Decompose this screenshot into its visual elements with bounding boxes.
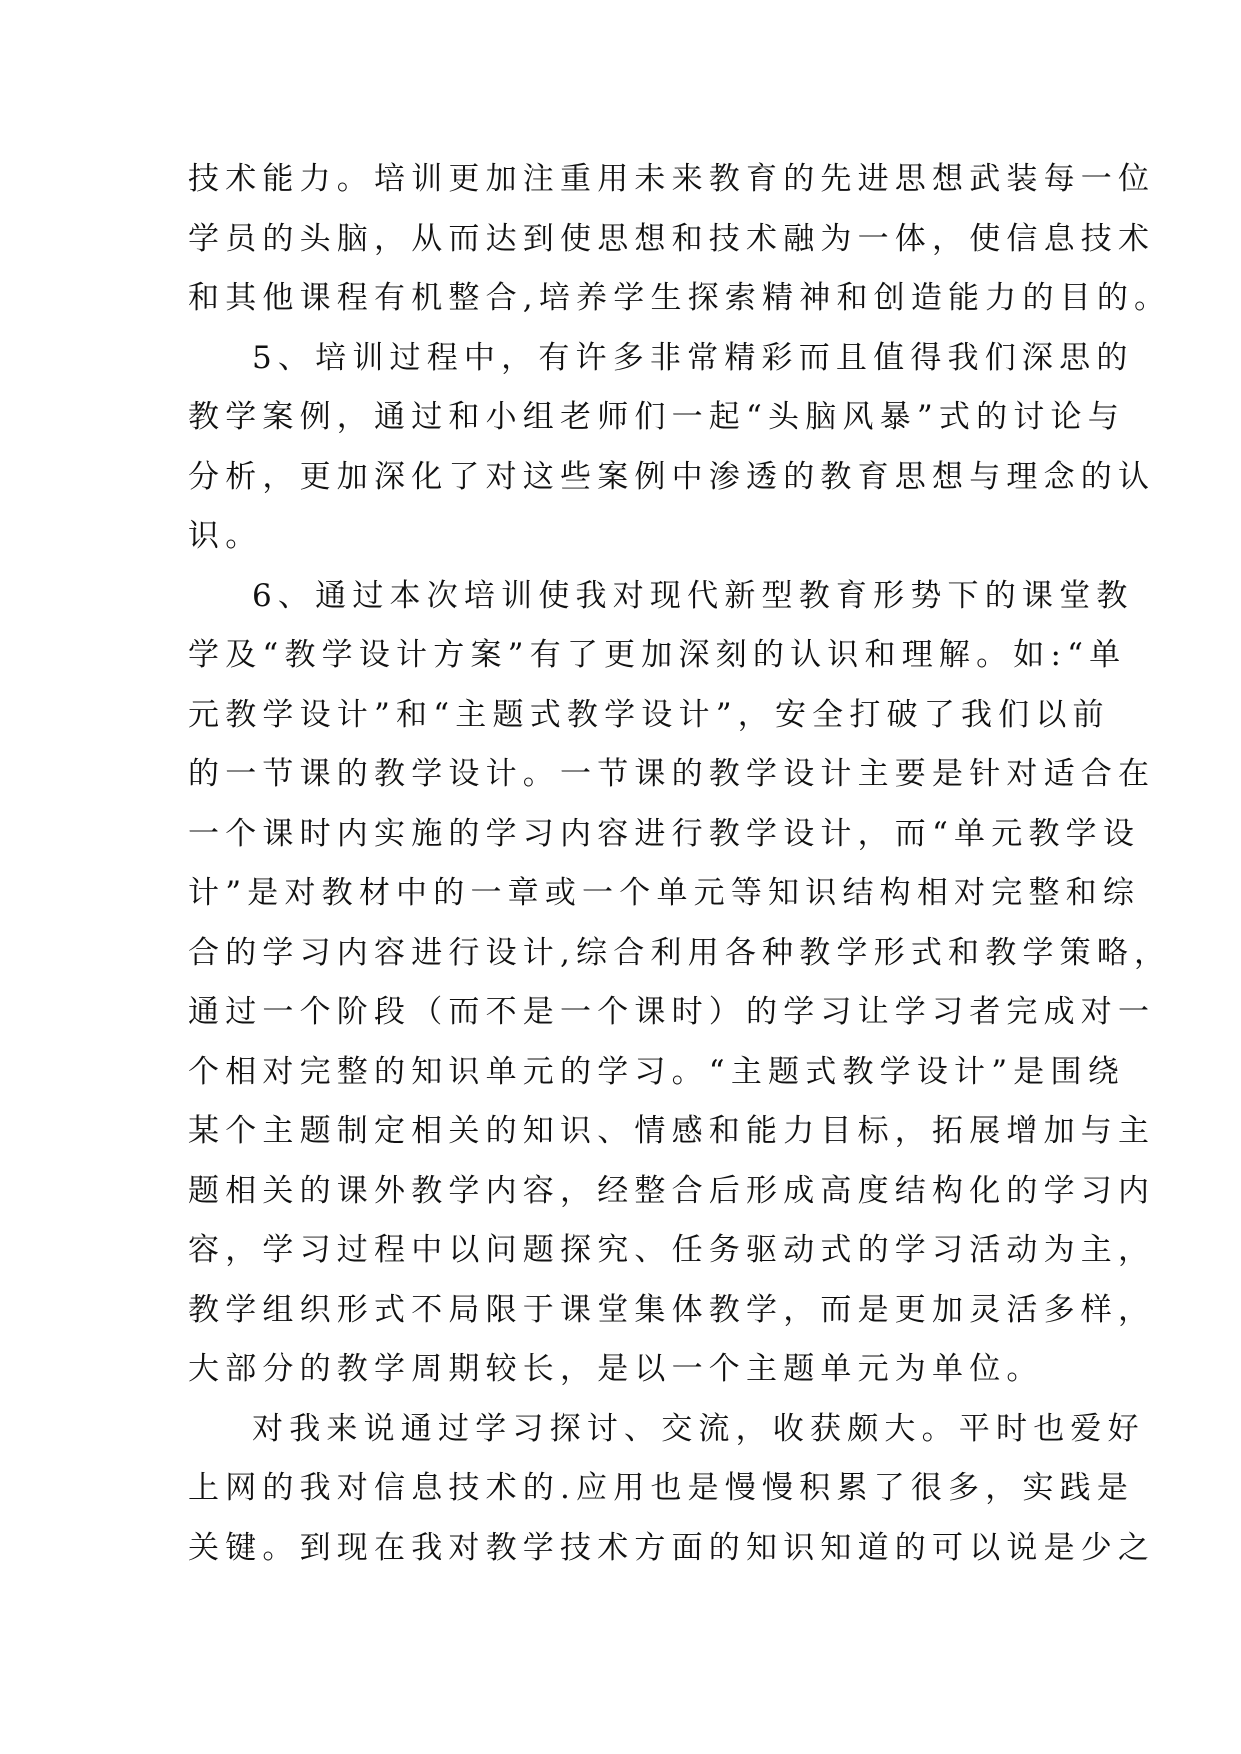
paragraph-first-line: 6、通过本次培训使我对现代新型教育形势下的课堂教 — [252, 577, 1134, 614]
text-line: 的一节课的教学设计。一节课的教学设计主要是针对适合在 — [188, 756, 1156, 792]
text-line: 学及“教学设计方案”有了更加深刻的认识和理解。如:“单 — [188, 637, 1127, 673]
text-line: 分析，更加深化了对这些案例中渗透的教育思想与理念的认 — [188, 458, 1156, 495]
text-line: 一个课时内实施的学习内容进行教学设计，而“单元教学设 — [188, 815, 1141, 852]
text-line: 上网的我对信息技术的.应用也是慢慢积累了很多，实践是 — [188, 1470, 1135, 1506]
text-line: 教学组织形式不局限于课堂集体教学，而是更加灵活多样， — [188, 1291, 1156, 1328]
paragraph-first-line: 对我来说通过学习探讨、交流，收获颇大。平时也爱好 — [252, 1410, 1145, 1447]
text-line: 技术能力。培训更加注重用未来教育的先进思想武装每一位 — [188, 161, 1156, 197]
text-line: 学员的头脑，从而达到使思想和技术融为一体，使信息技术 — [188, 220, 1156, 257]
text-line: 教学案例，通过和小组老师们一起“头脑风暴”式的讨论与 — [188, 399, 1125, 435]
text-line: 某个主题制定相关的知识、情感和能力目标，拓展增加与主 — [188, 1113, 1156, 1149]
text-line: 关键。到现在我对教学技术方面的知识知道的可以说是少之 — [188, 1529, 1156, 1566]
text-line: 题相关的课外教学内容，经整合后形成高度结构化的学习内 — [188, 1172, 1156, 1209]
paragraph-first-line: 5、培训过程中，有许多非常精彩而且值得我们深思的 — [252, 339, 1134, 376]
text-line: 容，学习过程中以问题探究、任务驱动式的学习活动为主， — [188, 1232, 1156, 1268]
text-line: 大部分的教学周期较长，是以一个主题单元为单位。 — [188, 1351, 1044, 1387]
text-line: 个相对完整的知识单元的学习。“主题式教学设计”是围绕 — [188, 1053, 1125, 1090]
text-line: 元教学设计”和“主题式教学设计”，安全打破了我们以前 — [188, 696, 1110, 733]
text-line: 通过一个阶段（而不是一个课时）的学习让学习者完成对一 — [188, 994, 1156, 1030]
body-text — [188, 150, 1172, 1578]
text-line: 计”是对教材中的一章或一个单元等知识结构相对完整和综 — [188, 875, 1141, 911]
text-line: 合的学习内容进行设计,综合利用各种教学形式和教学策略， — [188, 934, 1172, 971]
text-line: 和其他课程有机整合,培养学生探索精神和创造能力的目的。 — [188, 280, 1172, 316]
text-line: 识。 — [188, 518, 263, 554]
